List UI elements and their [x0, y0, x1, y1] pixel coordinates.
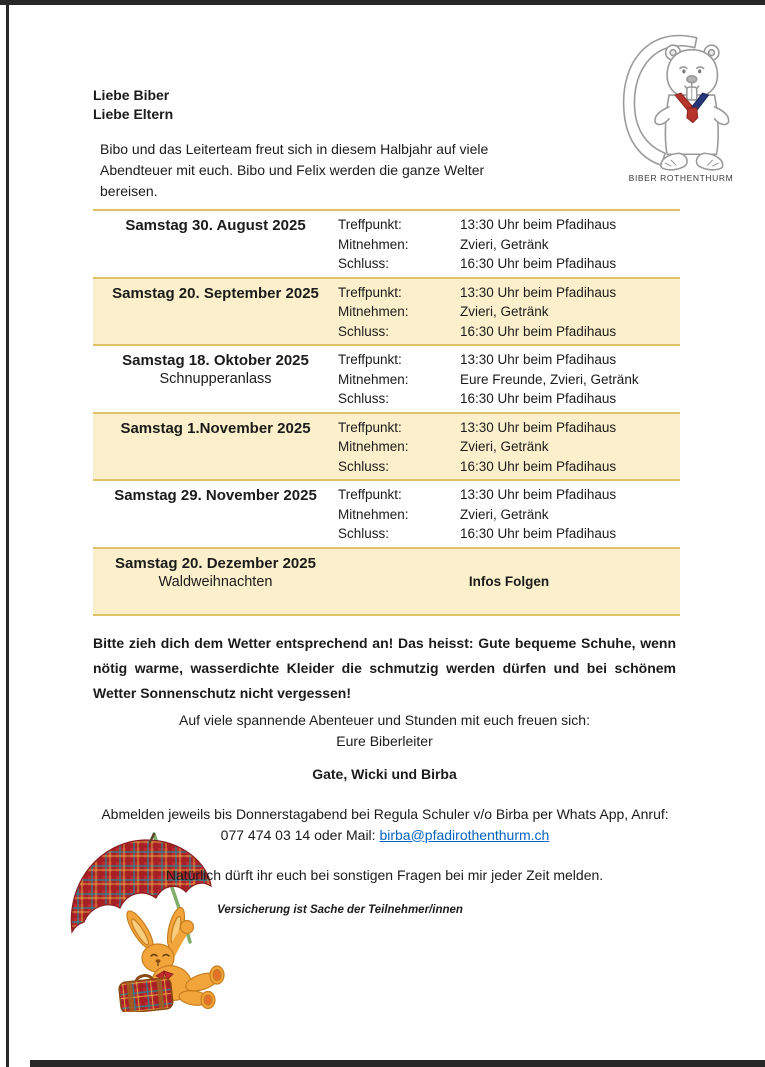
field-label: Treffpunkt: [338, 352, 402, 367]
field-label: Treffpunkt: [338, 217, 402, 232]
field-label: Treffpunkt: [338, 487, 402, 502]
closing-line-2: Eure Biberleiter [336, 733, 433, 749]
greeting-block [93, 86, 173, 124]
scan-frame-left [6, 0, 9, 1067]
field-value: 16:30 Uhr beim Pfadihaus [460, 323, 617, 339]
questions-line: Natürlich dürft ihr euch bei sonstigen Fragen bei mir jeder Zeit melden. [165, 867, 604, 883]
event-note: Infos Folgen [468, 574, 550, 589]
cancellation-line-1: Abmelden jeweils bis Donnerstagabend bei Regula Schuler v/o Birba per Whats App, Anruf: [101, 806, 669, 822]
leaders-line: Gate, Wicki und Birba [312, 766, 457, 782]
closing-line-1: Auf viele spannende Abenteuer und Stunden mit euch freuen sich: [179, 712, 590, 728]
schedule-row-dezember [93, 549, 680, 616]
field-label: Schluss: [338, 458, 390, 474]
schedule-row-august [93, 211, 680, 279]
logo-caption: BIBER ROTHENTHURM [628, 173, 734, 183]
field-label: Mitnehmen: [338, 236, 409, 252]
event-subtitle: Waldweihnachten [158, 573, 273, 590]
email-link[interactable]: birba@pfadirothenthurm.ch [379, 826, 550, 843]
field-value: Zvieri, Getränk [460, 236, 549, 252]
field-value: Zvieri, Getränk [460, 304, 549, 319]
field-label: Schluss: [338, 391, 390, 406]
schedule-table [93, 209, 680, 616]
field-value: 13:30 Uhr beim Pfadihaus [460, 487, 617, 502]
field-label: Schluss: [338, 323, 390, 339]
field-value: 16:30 Uhr beim Pfadihaus [460, 256, 617, 271]
field-label: Mitnehmen: [338, 439, 409, 454]
schedule-row-september [93, 279, 680, 347]
schedule-row-november-29 [93, 481, 680, 549]
field-value: Zvieri, Getränk [460, 506, 549, 522]
greeting-line-2: Liebe Eltern [93, 106, 174, 122]
event-date: Samstag 20. Dezember 2025 [115, 554, 316, 572]
field-label: Mitnehmen: [338, 371, 409, 387]
event-date: Samstag 30. August 2025 [125, 217, 306, 234]
field-value: 16:30 Uhr beim Pfadihaus [460, 391, 617, 406]
field-value: 13:30 Uhr beim Pfadihaus [460, 352, 617, 367]
bunny-umbrella-illustration [70, 830, 250, 1012]
schedule-row-november-1 [93, 414, 680, 482]
weather-note: Bitte zieh dich dem Wetter entsprechend an! Das heisst: Gute bequeme Schuhe, wenn nötig warme, wasserdichte Kleider die schmutzig werden dürfen und bei schönem Wetter Sonnenschutz nicht vergessen! [93, 635, 676, 701]
bunny-illustration-block [70, 830, 250, 1012]
scan-frame-bottom [30, 1060, 765, 1067]
field-value: Zvieri, Getränk [460, 439, 549, 454]
phone-and-mail-text: 077 474 03 14 oder Mail: [220, 826, 380, 843]
closing-block [93, 710, 676, 752]
field-label: Schluss: [338, 256, 390, 271]
event-date: Samstag 20. September 2025 [112, 284, 319, 302]
field-value: 16:30 Uhr beim Pfadihaus [460, 458, 617, 474]
event-date: Samstag 1.November 2025 [120, 419, 311, 437]
field-value: 13:30 Uhr beim Pfadihaus [460, 217, 617, 232]
intro-paragraph: Bibo und das Leiterteam freut sich in diesem Halbjahr auf viele Abendteuer mit euch. Bibo und Felix werden die ganze Welter bereisen. [100, 141, 489, 199]
event-subtitle: Schnupperanlass [159, 371, 272, 387]
insurance-line: Versicherung ist Sache der Teilnehmer/innen [217, 904, 463, 916]
field-label: Treffpunkt: [338, 284, 402, 300]
field-value: 16:30 Uhr beim Pfadihaus [460, 526, 617, 541]
field-label: Mitnehmen: [338, 506, 409, 522]
field-label: Treffpunkt: [338, 419, 402, 435]
field-value: Eure Freunde, Zvieri, Getränk [460, 371, 639, 387]
schedule-row-oktober [93, 346, 680, 414]
logo-block [600, 24, 752, 183]
scan-frame-top [0, 0, 765, 5]
beaver-logo-illustration [602, 24, 750, 172]
field-value: 13:30 Uhr beim Pfadihaus [460, 284, 617, 300]
field-label: Mitnehmen: [338, 304, 409, 319]
field-value: 13:30 Uhr beim Pfadihaus [460, 419, 617, 435]
event-date: Samstag 29. November 2025 [114, 487, 317, 504]
event-date: Samstag 18. Oktober 2025 [122, 352, 309, 369]
greeting-line-1: Liebe Biber [93, 87, 170, 103]
field-label: Schluss: [338, 526, 390, 541]
